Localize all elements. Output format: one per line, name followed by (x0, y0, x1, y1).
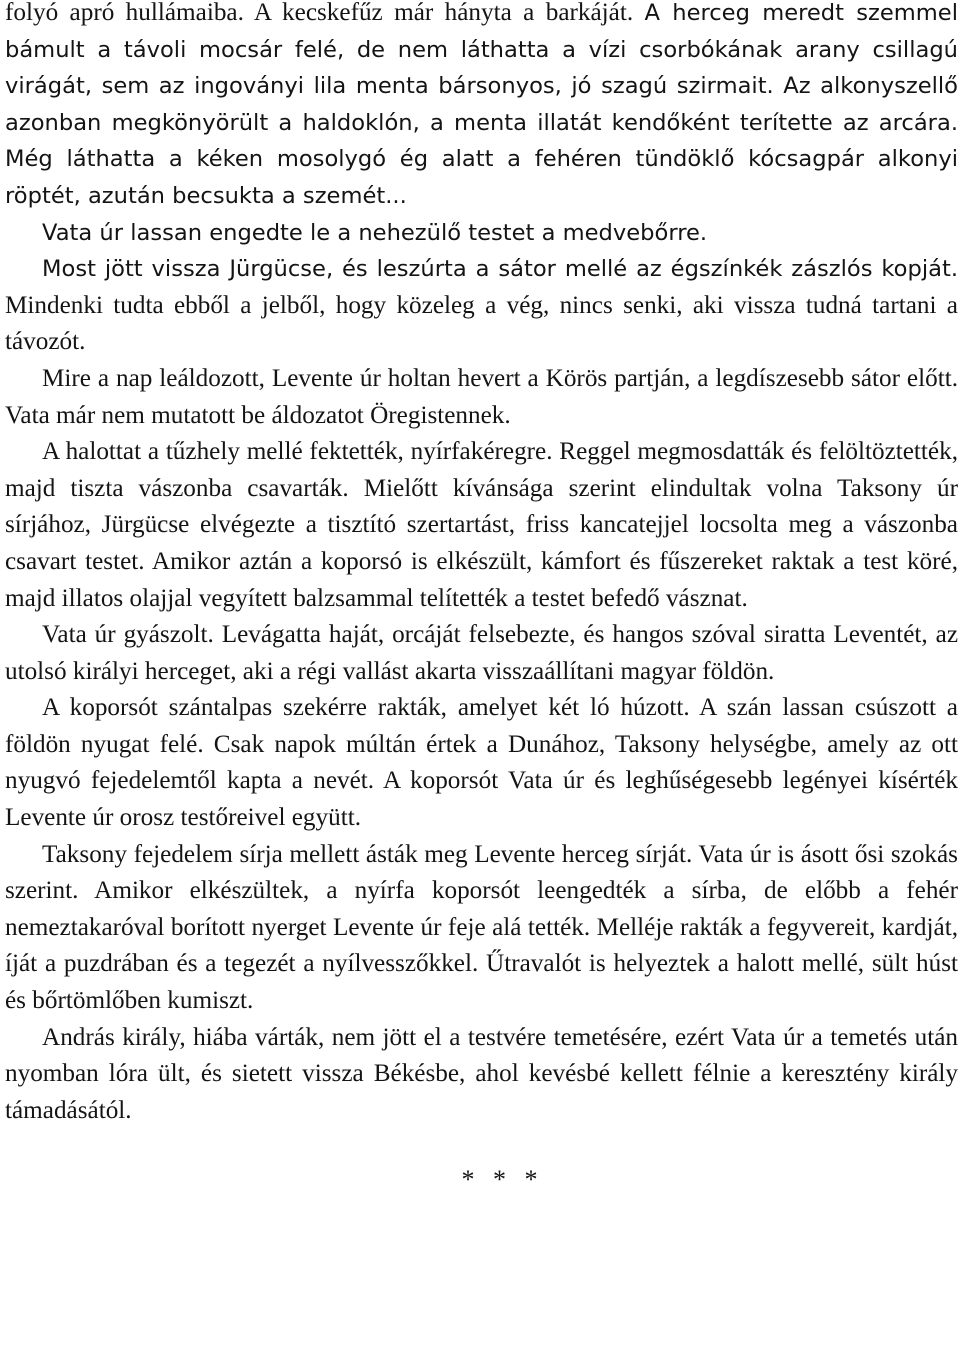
paragraph-1 (5, 0, 958, 215)
text-run: Most jött vissza Jürgücse, és leszúrta a sátor mellé az égszínkék zászlós kopját. (42, 256, 958, 283)
paragraph-2 (5, 215, 958, 252)
text-run: A halottat a tűzhely mellé fektették, nyírfakéregre. Reggel megmosdatták és felöltöztették, majd tiszta vászonba csavarták. Mielőtt kívánsága szerint elindultak volna Taksony úr sírjához, Jürgücse elvégezte a tisztító szertartást, friss kancatejjel locsolta meg a vászonba csavart testet. Amikor aztán a koporsó is elkészült, kámfort és fűszereket raktak a test köré, majd illatos olajjal vegyített balzsammal telítették a testet befedő vásznat. (5, 438, 958, 612)
text-run: Mire a nap leáldozott, Levente úr holtan hevert a Körös partján, a legdíszesebb sátor előtt. Vata már nem mutatott be áldozatot Öregistennek. (5, 364, 958, 429)
text-run: A koporsót szántalpas szekérre rakták, amelyet két ló húzott. A szán lassan csúszott a földön nyugat felé. Csak napok múltán értek a Dunához, Taksony helységbe, amely az ott nyugvó fejedelemtől kapta a nevét. A koporsót Vata úr és leghűségesebb legényei kísérték Levente úr orosz testőreivel együtt. (5, 694, 958, 832)
text-run: folyó apró hullámaiba. A kecskefűz már hányta a barkáját. (5, 0, 645, 26)
text-run: Vata úr lassan engedte le a nehezülő testet a medvebőrre. (42, 219, 708, 246)
paragraph-6 (5, 617, 958, 690)
paragraph-3 (5, 251, 958, 361)
paragraph-5 (5, 434, 958, 617)
text-run: Vata úr gyászolt. Levágatta haját, orcáját felsebezte, és hangos szóval siratta Leventét, az utolsó királyi herceget, aki a régi vallást akarta visszaállítani magyar földön. (5, 621, 958, 685)
document-page (5, 0, 958, 1195)
text-run: A herceg meredt szemmel bámult a távoli mocsár felé, de nem láthatta a vízi csorbókának arany csillagú virágát, sem az ingoványi lila menta bársonyos, jó szagú szirmait. Az alkonyszellő azonban megkönyörült a haldoklón, a menta illatát kendőként terítette az arcára. Még láthatta a kéken mosolygó ég alatt a fehéren tündöklő kócsagpár alkonyi röptét, azután becsukta a szemét... (5, 0, 958, 209)
paragraph-4 (5, 361, 958, 434)
paragraph-9 (5, 1020, 958, 1130)
paragraph-8 (5, 837, 958, 1020)
text-run: András király, hiába várták, nem jött el a testvére temetésére, ezért Vata úr a temetés után nyomban lóra ült, és sietett vissza Békésbe, ahol kevésbé kellett félnie a keresztény király támadásától. (5, 1023, 958, 1124)
section-divider: * * * (461, 1165, 544, 1195)
paragraph-7 (5, 690, 958, 836)
text-run: Taksony fejedelem sírja mellett ásták meg Levente herceg sírját. Vata úr is ásott ősi szokás szerint. Amikor elkészültek, a nyírfa koporsót leengedték a sírba, de előbb a fehér nemeztakaróval borított nyerget Levente úr feje alá tették. Melléje rakták a fegyvereit, kardját, íját a puzdrában és a tegezét a nyílvesszőkkel. Űtravalót is helyeztek a halott mellé, sült húst és bőrtömlőben kumiszt. (5, 840, 958, 1015)
text-run: Mindenki tudta ebből a jelből, hogy közeleg a vég, nincs senki, aki vissza tudná tartani a távozót. (5, 291, 958, 356)
